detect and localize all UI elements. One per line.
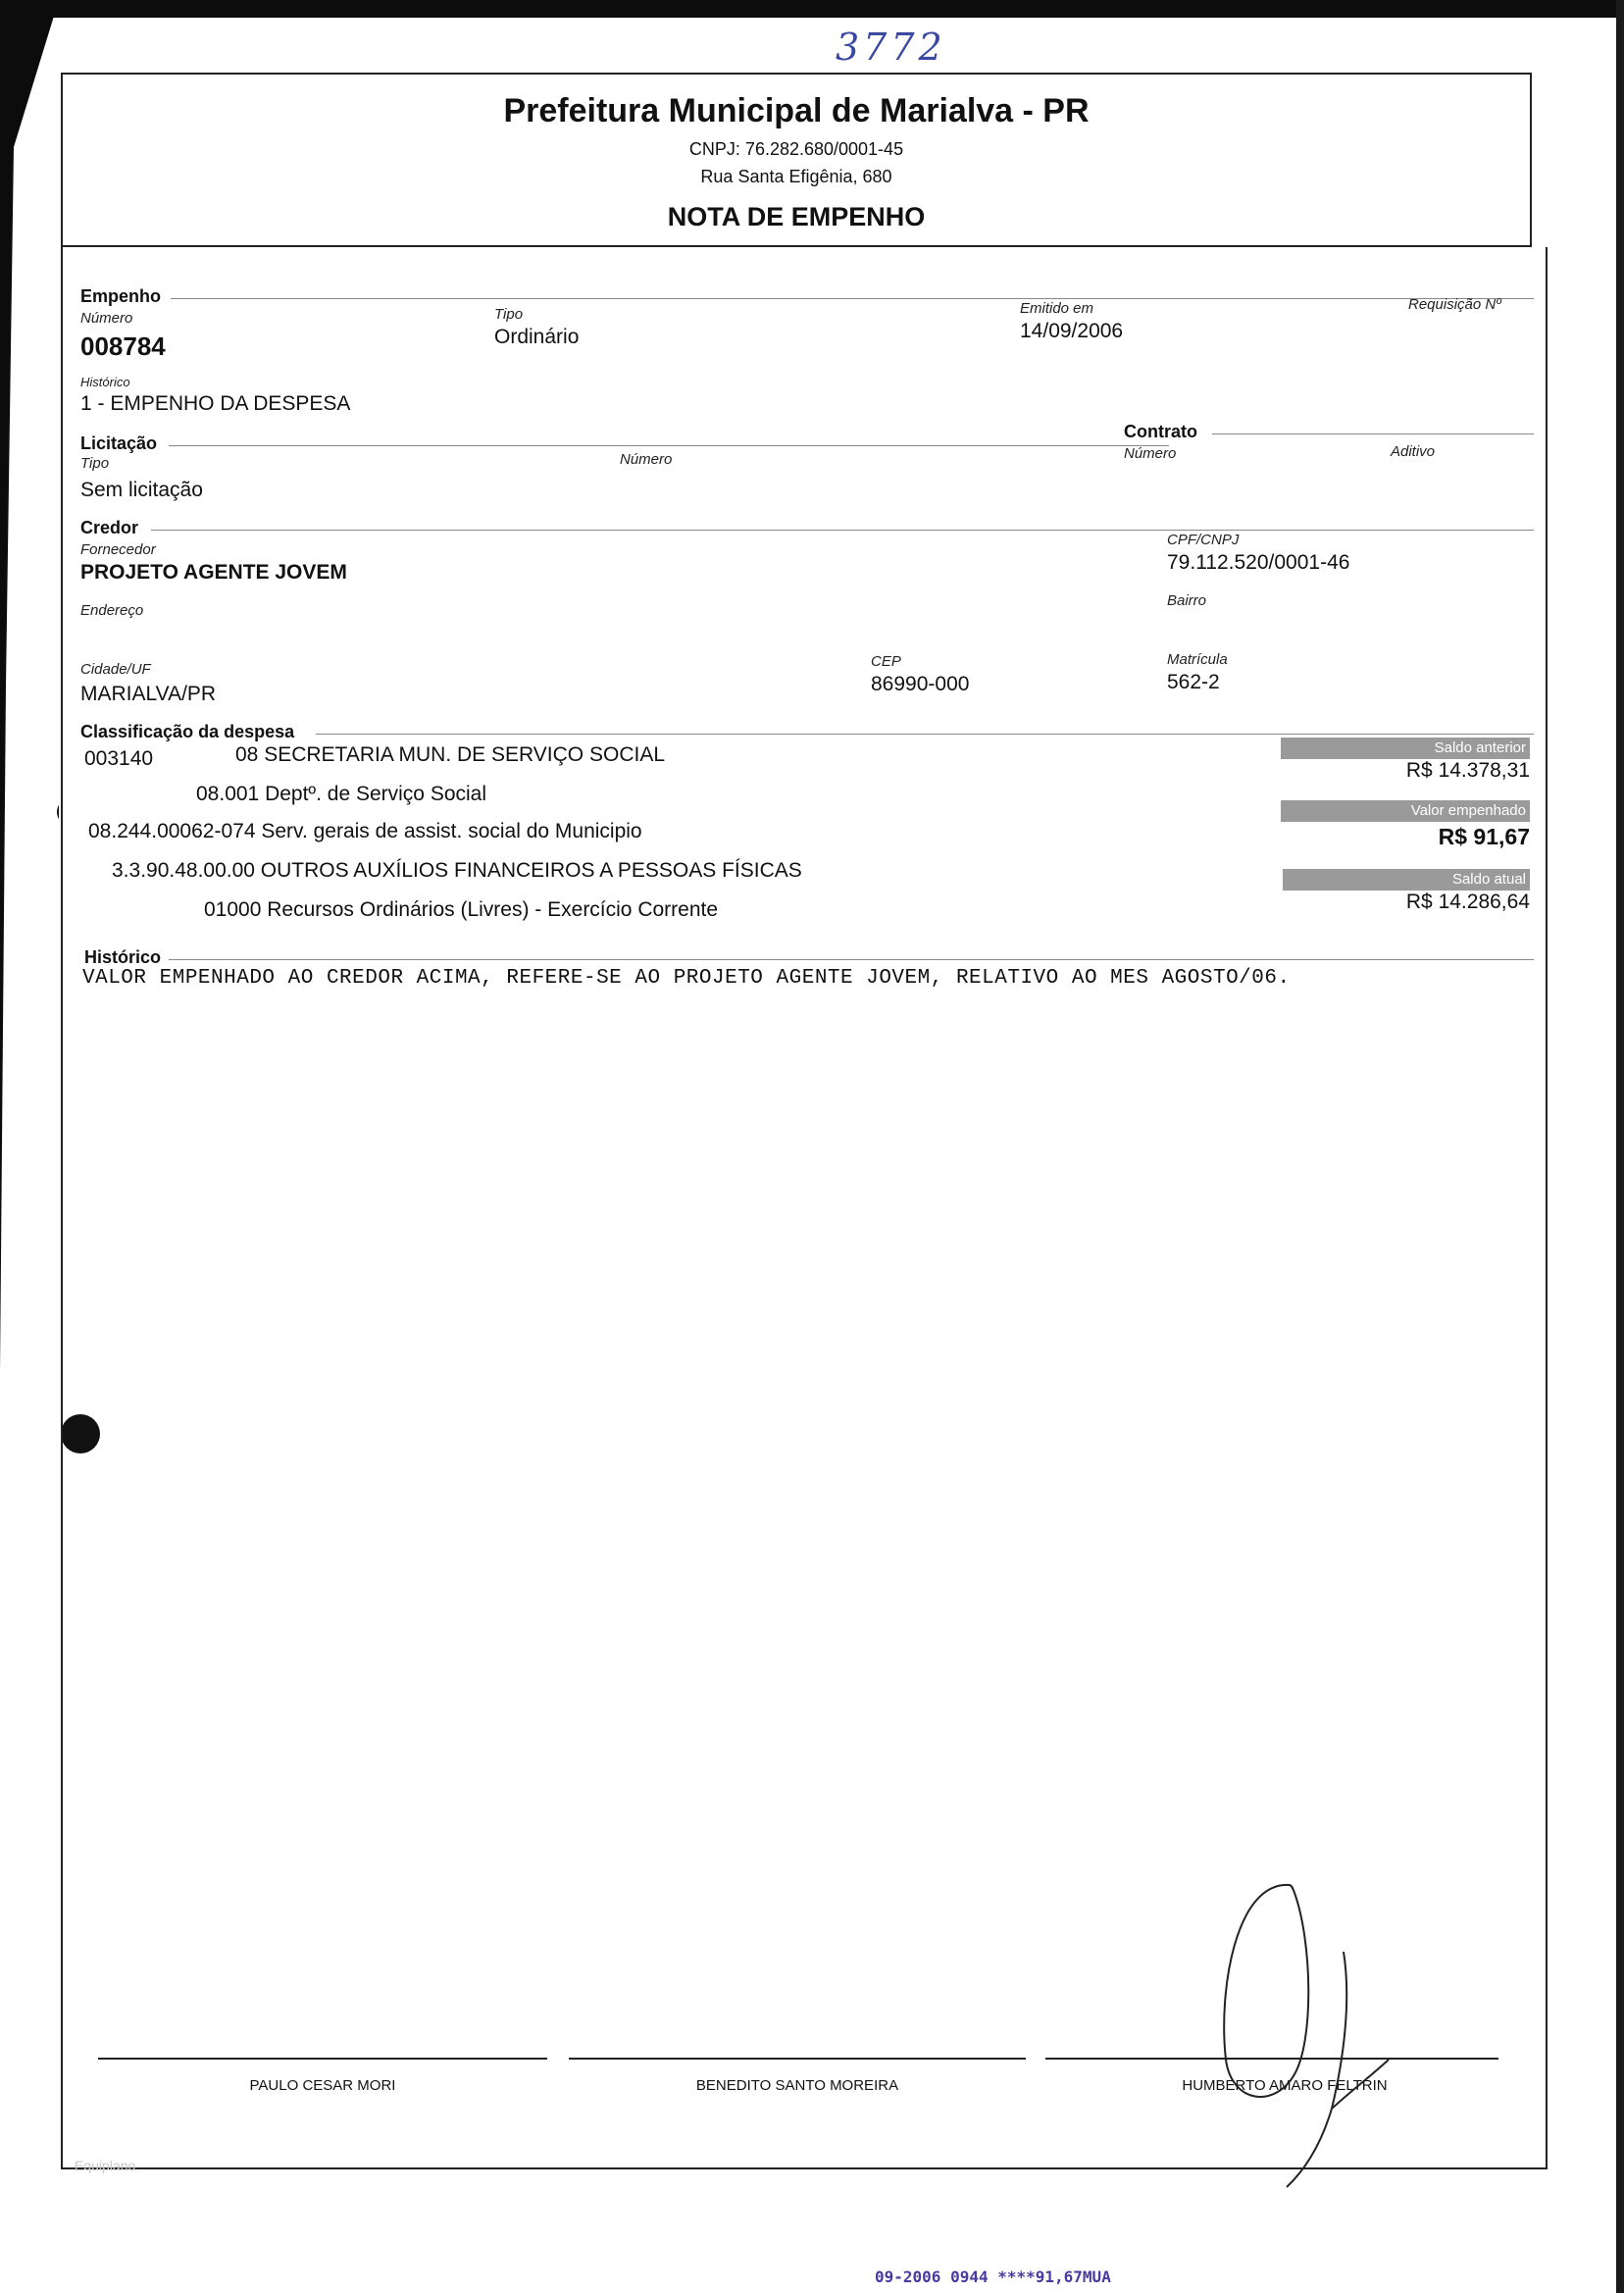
divider <box>1212 433 1534 434</box>
matricula-label: Matrícula <box>1167 651 1228 668</box>
cep-value: 86990-000 <box>871 673 970 695</box>
signature-line <box>569 2058 1026 2060</box>
credor-section-title: Credor <box>80 518 139 537</box>
municipality-address: Rua Santa Efigênia, 680 <box>700 167 892 186</box>
mechanical-stamp: 09-2006 0944 ****91,67MUA <box>875 2268 1111 2286</box>
valor-empenhado-label: Valor empenhado <box>1281 800 1530 822</box>
fornecedor-name: PROJETO AGENTE JOVEM <box>80 561 347 584</box>
matricula-value: 562-2 <box>1167 671 1220 693</box>
fornecedor-label: Fornecedor <box>80 541 156 558</box>
emitido-date: 14/09/2006 <box>1020 320 1124 342</box>
empenho-historico: 1 - EMPENHO DA DESPESA <box>80 392 351 415</box>
contrato-aditivo-label: Aditivo <box>1391 443 1436 460</box>
divider <box>316 734 1534 735</box>
licitacao-numero-label: Número <box>620 451 673 468</box>
system-watermark: Equiplano <box>75 2158 136 2173</box>
divider <box>169 959 1534 960</box>
valor-empenhado-value: R$ 91,67 <box>1438 824 1530 849</box>
signature-line <box>98 2058 547 2060</box>
licitacao-tipo-label: Tipo <box>80 455 110 472</box>
handwritten-number: 3772 <box>836 25 946 69</box>
municipality-cnpj: CNPJ: 76.282.680/0001-45 <box>688 139 904 159</box>
divider <box>171 298 1534 299</box>
endereco-label: Endereço <box>80 602 144 619</box>
divider <box>169 445 1169 446</box>
empenho-numero: 008784 <box>80 331 166 361</box>
signatory-name: PAULO CESAR MORI <box>249 2077 396 2094</box>
document-title: NOTA DE EMPENHO <box>667 202 926 231</box>
empenho-tipo-label: Tipo <box>494 306 524 323</box>
contrato-numero-label: Número <box>1124 445 1177 462</box>
document-header <box>61 73 1532 247</box>
scan-edge-right <box>1616 0 1624 2293</box>
empenho-historico-label: Histórico <box>80 375 130 389</box>
signatory-name: BENEDITO SANTO MOREIRA <box>695 2077 899 2094</box>
classificacao-section-title: Classificação da despesa <box>80 722 295 741</box>
cidade-label: Cidade/UF <box>80 661 151 678</box>
scan-edge-top <box>0 0 1624 18</box>
classificacao-code: 003140 <box>84 747 154 770</box>
requisicao-label: Requisição Nº <box>1408 296 1501 313</box>
handwritten-signature <box>1196 1873 1412 2197</box>
signatory-name: HUMBERTO AMARO FELTRIN <box>1182 2077 1388 2094</box>
contrato-section-title: Contrato <box>1124 422 1197 441</box>
licitacao-section-title: Licitação <box>80 433 158 453</box>
cpf-cnpj-value: 79.112.520/0001-46 <box>1167 551 1350 574</box>
historico-section-title: Histórico <box>84 947 162 967</box>
historico-text: VALOR EMPENHADO AO CREDOR ACIMA, REFERE-SE AO PROJETO AGENTE JOVEM, RELATIVO AO MES AGOSTO/06. <box>82 967 1291 990</box>
empenho-tipo: Ordinário <box>494 326 580 348</box>
cep-label: CEP <box>871 653 901 670</box>
classificacao-recurso: 01000 Recursos Ordinários (Livres) - Exercício Corrente <box>204 898 719 921</box>
empenho-section-title: Empenho <box>80 286 162 306</box>
empenho-numero-label: Número <box>80 310 133 327</box>
saldo-anterior-value: R$ 14.378,31 <box>1405 759 1530 782</box>
classificacao-elemento: 3.3.90.48.00.00 OUTROS AUXÍLIOS FINANCEIROS A PESSOAS FÍSICAS <box>112 859 802 882</box>
classificacao-departamento: 08.001 Deptº. de Serviço Social <box>196 783 487 805</box>
cidade-value: MARIALVA/PR <box>80 683 217 705</box>
emitido-label: Emitido em <box>1020 300 1094 317</box>
classificacao-programa: 08.244.00062-074 Serv. gerais de assist. social do Municipio <box>88 820 642 842</box>
cpf-cnpj-label: CPF/CNPJ <box>1167 532 1240 548</box>
scan-edge-left <box>0 0 59 2293</box>
saldo-atual-label: Saldo atual <box>1283 869 1530 891</box>
licitacao-tipo: Sem licitação <box>80 479 203 501</box>
bairro-label: Bairro <box>1167 592 1207 609</box>
saldo-anterior-label: Saldo anterior <box>1281 738 1530 759</box>
saldo-atual-value: R$ 14.286,64 <box>1405 891 1530 913</box>
divider <box>151 530 1534 531</box>
municipality-title: Prefeitura Municipal de Marialva - PR <box>503 92 1090 129</box>
classificacao-secretaria: 08 SECRETARIA MUN. DE SERVIÇO SOCIAL <box>235 743 666 766</box>
